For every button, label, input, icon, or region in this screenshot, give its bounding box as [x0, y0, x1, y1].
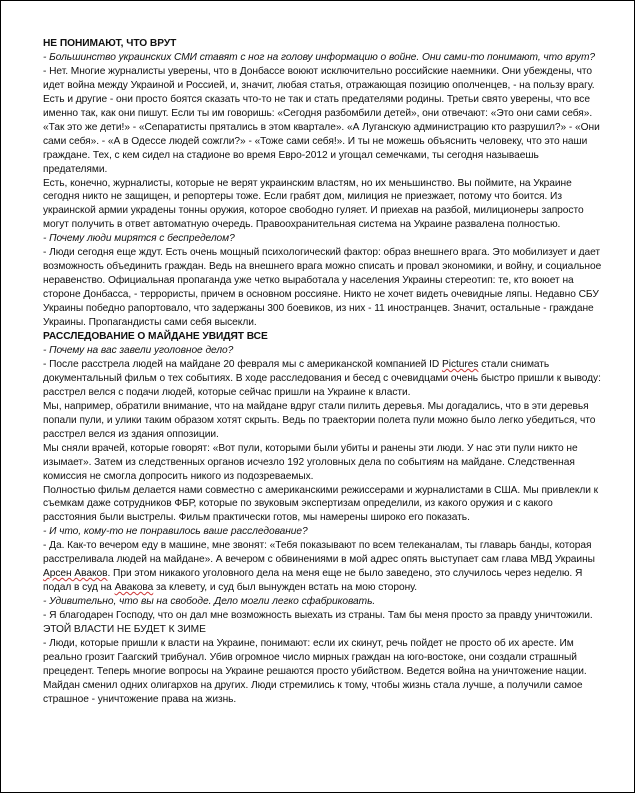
answer-paragraph: - Люди, которые пришли к власти на Украине, понимают: если их скинут, речь пойдет не просто об их аресте. Им реально грозит Гаагский трибунал. Убив огромное число мирных граждан на юго-востоке, они создали страшный прецедент. Теперь многие вопросы на Украине решаются просто убийством. Ведется война на уничтожение нации. Майдан сменил одних олигархов на других. Люди стремились к тому, чтобы жизнь стала лучше, а получили самое страшное - уничтожение права на жизнь. — [43, 637, 587, 705]
person-name: Авакова — [114, 582, 154, 594]
text-run: - После расстрела людей на майдане 20 февраля мы с американской компанией ID — [43, 358, 443, 370]
section-heading: ЭТОЙ ВЛАСТИ НЕ БУДЕТ К ЗИМЕ — [43, 624, 206, 636]
answer-paragraph: - Люди сегодня еще ждут. Есть очень мощный психологический фактор: образ внешнего врага. Это мобилизует и дает возможность объединить граждан. Ведь на внешнего врага можно списать и провал экономики, и войну, и социальное неравенство. Официальная пропаганда уже четко выработала у населения Украины стереотип: те, кто воюет на стороне Донбасса, - террористы, причем в основном россияне. Никто не хочет видеть очевидные ляпы. Недавно СБУ Украины победно рапортовало, что задержаны 300 боевиков, из них - 11 иностранцев. Значит, остальные - граждане Украины. Пропагандисты сами себя высекли. — [43, 247, 602, 329]
interview-question: - Большинство украинских СМИ ставят с ног на голову информацию о войне. Они сами-то понимают, что врут? — [43, 51, 596, 63]
answer-paragraph: Мы, например, обратили внимание, что на майдане вдруг стали пилить деревья. Мы догадались, что в эти деревья попали пули, и улики таким образом хотят скрыть. Ведь по траектории полета пули можно было легко убедиться, что расстрел велся из здания оппозиции. — [43, 400, 596, 440]
article-body — [43, 37, 603, 707]
interview-question: - Почему на вас завели уголовное дело? — [43, 344, 234, 356]
section-heading: НЕ ПОНИМАЮТ, ЧТО ВРУТ — [43, 38, 177, 49]
person-name: Арсен Аваков — [43, 568, 108, 580]
text-run: за клевету, и суд был вынужден встать на мою сторону. — [153, 582, 417, 594]
interview-question: - Почему люди мирятся с беспределом? — [43, 233, 235, 245]
answer-paragraph: Мы сняли врачей, которые говорят: «Вот пули, которыми были убиты и ранены эти люди. У нас эти пули никто не изымает». Затем из следственных органов исчезло 192 уголовных дела по событиям на майдане. Следственная комиссия не смогла допросить никого из подозреваемых. — [43, 442, 578, 482]
answer-paragraph — [43, 539, 603, 595]
text-run: . При этом никакого уголовного дела на меня еще не было заведено, это случилось через неделю. Я подал в суд на — [43, 568, 583, 594]
answer-paragraph: - Я благодарен Господу, что он дал мне возможность выехать из страны. Там бы меня просто за правду уничтожили. — [43, 610, 593, 622]
text-run: - Да. Как-то вечером еду в машине, мне звонят: «Тебя показывают по всем телеканалам, ты главарь банды, которая расстреливала людей на майдане». А вечером с обвинениями в мой адрес опять выступает сам глава МВД Украины — [43, 540, 595, 566]
answer-paragraph — [43, 358, 603, 400]
answer-paragraph: - Нет. Многие журналисты уверены, что в Донбассе воюют исключительно российские наемники. Они убеждены, что идет война между Украиной и Россией, и, значит, любая статья, отражающая позицию ополченцев, - на пользу врагу. Есть и другие - они просто боятся сказать что-то не так и стать предателями родины. Третьи свято уверены, что все именно так, как они пишут. Если ты им говоришь: «Сегодня разбомбили детей», они отвечают: «Это они сами себя». «Так это же дети!» - «Сепаратисты прятались в этом квартале». «А Луганскую администрацию кто разрушил?» - «Они сами себя». - «А в Одессе людей сожгли?» - «Тоже сами себя!». И ты не можешь объяснить человеку, что это наши граждане. Тех, с кем сидел на стадионе во время Евро-2012 и угощал семечками, ты сегодня называешь предателями. — [43, 65, 600, 175]
interview-question: - И что, кому-то не понравилось ваше расследование? — [43, 526, 308, 538]
section-heading: РАССЛЕДОВАНИЕ О МАЙДАНЕ УВИДЯТ ВСЕ — [43, 331, 268, 343]
text-run: стали снимать документальный фильм о тех событиях. В ходе расследования и бесед с очевидцами очень быстро пришли к выводу: расстрел велся с подачи людей, которые сейчас пришли на Украине к власти. — [43, 358, 601, 398]
company-name: Pictures — [442, 358, 479, 370]
answer-paragraph: Есть, конечно, журналисты, которые не верят украинским властям, но их меньшинство. Вы поймите, на Украине сегодня никто не защищен, и репортеры тоже. Если грабят дом, милиция не приезжает, потому что боится. Из украинской армии украдены тонны оружия, которое свободно гуляет. И приехав на разбой, милиционеры запросто могут получить в ответ автоматную очередь. Правоохранительная система на Украине развалена полностью. — [43, 177, 584, 231]
answer-paragraph: Полностью фильм делается нами совместно с американскими режиссерами и журналистами в США. Мы привлекли к съемкам даже сотрудников ФБР, которые по звуковым экспертизам определили, из какого оружия и с какого расстояния были выстрелы. Фильм практически готов, мы намерены широко его показать. — [43, 484, 599, 524]
interview-question: - Удивительно, что вы на свободе. Дело могли легко сфабриковать. — [43, 596, 376, 608]
